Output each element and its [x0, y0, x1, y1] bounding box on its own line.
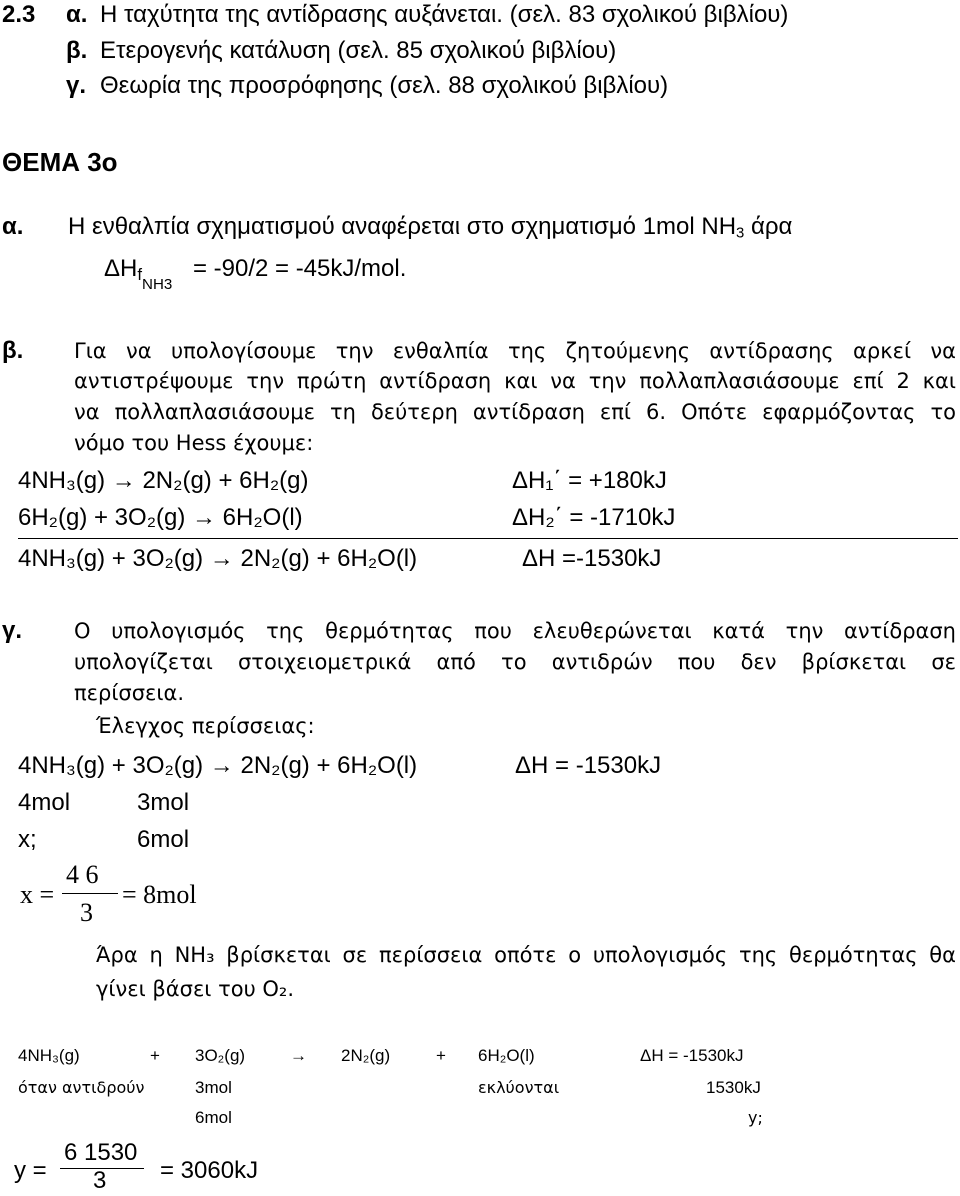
paragraph-line: αντιστρέψουμε την πρώτη αντίδραση και να την πολλαπλασιάσουμε επί 2 και — [74, 369, 956, 393]
section-title: ΘΕΜΑ 3ο — [2, 147, 118, 177]
fraction-numerator: 6 1530 — [64, 1139, 138, 1166]
fraction-numerator: 4 6 — [66, 860, 99, 889]
paragraph-line: Έλεγχος περίσσειας: — [96, 714, 315, 738]
mole-value: 4mol — [18, 789, 71, 816]
row-label: εκλύονται — [478, 1078, 560, 1097]
sum-rule — [18, 538, 958, 539]
fraction-denominator: 3 — [93, 1167, 107, 1194]
paragraph-line: γίνει βάσει του O₂. — [96, 977, 295, 1001]
item-label: α. — [2, 213, 24, 240]
paragraph-line: να πολλαπλασιάσουμε τη δεύτερη αντίδραση επί 6. Οπότε εφαρμόζοντας το — [74, 400, 956, 424]
item-label: γ. — [2, 617, 23, 644]
reaction-enthalpy: ΔΗ = -1530kJ — [515, 752, 662, 779]
mole-value: x; — [18, 826, 37, 853]
reaction-enthalpy: ΔΗ₁΄ = +180kJ — [512, 467, 667, 494]
heat-value: 1530kJ — [706, 1078, 761, 1097]
mole-value: 3mol — [195, 1078, 232, 1097]
answer-text: Η ενθαλπία σχηματισμού αναφέρεται στο σχηματισμό 1mol $NH_3$ άρα — [68, 213, 793, 242]
item-label: γ. — [66, 72, 87, 99]
reaction-equation: 4NH₃(g) + 3O₂(g) → 2N₂(g) + 6H₂O(l) — [18, 545, 418, 572]
reactant: 4NH₃(g) — [18, 1046, 80, 1065]
answer-text: Η ταχύτητα της αντίδρασης αυξάνεται. (σελ. 83 σχολικού βιβλίου) — [100, 1, 789, 28]
item-label: α. — [66, 1, 88, 28]
mole-value: 3mol — [137, 789, 190, 816]
item-label: β. — [66, 37, 88, 64]
paragraph-line: περίσσεια. — [74, 681, 185, 705]
question-number: 2.3 — [2, 1, 36, 28]
fraction-denominator: 3 — [80, 898, 93, 927]
mole-value: 6mol — [137, 826, 190, 853]
row-label: όταν αντιδρούν — [18, 1078, 145, 1097]
reaction-enthalpy: ΔΗ₂΄ = -1710kJ — [512, 504, 676, 531]
reactant: 3O₂(g) — [195, 1046, 246, 1065]
reaction-equation: 4NH₃(g) + 3O₂(g) → 2N₂(g) + 6H₂O(l) — [18, 752, 418, 779]
mole-value: 6mol — [195, 1108, 232, 1127]
paragraph-line: Ο υπολογισμός της θερμότητας που ελευθερώνεται κατά την αντίδραση — [74, 619, 956, 643]
paragraph-line: υπολογίζεται στοιχειομετρικά από το αντιδρών που δεν βρίσκεται σε — [74, 650, 956, 674]
plus-sign: + — [150, 1046, 160, 1065]
fraction-result: = 8mol — [122, 880, 197, 909]
reaction-enthalpy: ΔΗ =-1530kJ — [522, 545, 662, 572]
reaction-enthalpy: ΔΗ = -1530kJ — [640, 1046, 744, 1065]
fraction-result: = 3060kJ — [160, 1157, 259, 1184]
paragraph-line: Άρα η NH₃ βρίσκεται σε περίσσεια οπότε ο υπολογισμός της θερμότητας θα — [96, 943, 956, 967]
enthalpy-formula: $\Delta H_{f_{NH3}} = -90/2 = -45kJ/mol$. — [104, 255, 407, 294]
heat-value: y; — [748, 1108, 763, 1127]
reaction-arrow: → — [290, 1046, 307, 1065]
fraction-lhs: y = — [14, 1157, 47, 1184]
fraction-bar — [62, 893, 118, 894]
item-label: β. — [2, 337, 24, 364]
product: 2N₂(g) — [341, 1046, 391, 1065]
paragraph-line: νόμο του Hess έχουμε: — [74, 431, 314, 455]
reaction-equation: 4NH₃(g) → 2N₂(g) + 6H₂(g) — [18, 467, 309, 494]
answer-text: Θεωρία της προσρόφησης (σελ. 88 σχολικού βιβλίου) — [100, 72, 669, 99]
reaction-equation: 6H₂(g) + 3O₂(g) → 6H₂O(l) — [18, 504, 303, 531]
answer-text: Ετερογενής κατάλυση (σελ. 85 σχολικού βιβλίου) — [100, 37, 617, 64]
product: 6H₂O(l) — [478, 1046, 535, 1065]
plus-sign: + — [436, 1046, 446, 1065]
fraction-lhs: x = — [20, 880, 55, 909]
paragraph-line: Για να υπολογίσουμε την ενθαλπία της ζητούμενης αντίδρασης αρκεί να — [74, 339, 956, 363]
